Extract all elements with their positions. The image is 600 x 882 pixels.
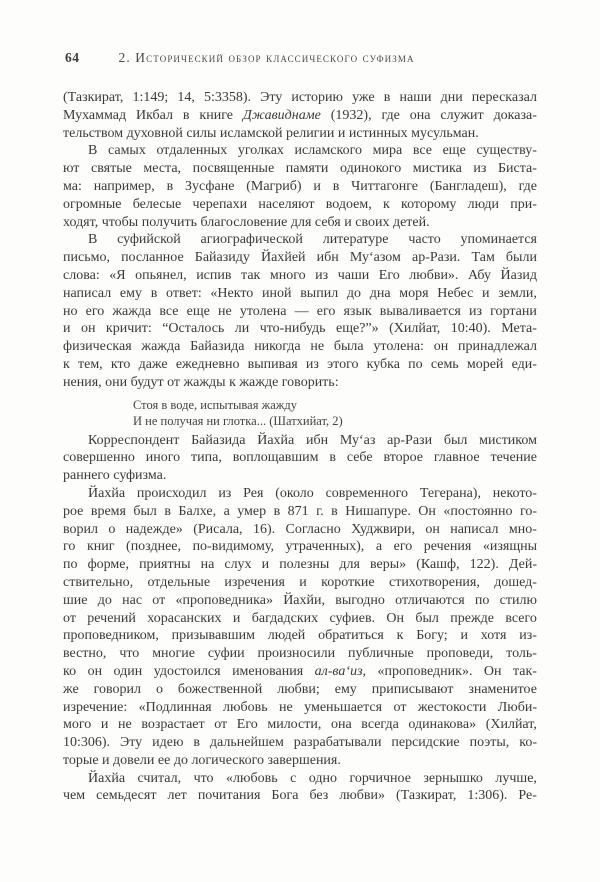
text-line: чем семьдесят лет почитания Бога без любви» (Тазкират, 1:306). Ре-	[63, 788, 537, 804]
text-line: огромные белесые черепахи населяют водоем, к которому люди при-	[63, 196, 537, 212]
text-line: мого и не возрастает от Его милости, она всегда одинакова» (Хилйат,	[63, 717, 537, 733]
text-line: совершенно иного типа, воплощавшим в себе второе главное течение	[63, 450, 537, 466]
text-line: Йахйа происходил из Рея (около современного Тегерана), некото-	[88, 485, 537, 501]
text-line: ма: например, в Зусфане (Магриб) и в Читтагонге (Бангладеш), где	[63, 178, 537, 194]
paragraph	[63, 89, 537, 142]
paragraph	[63, 770, 537, 806]
text-line: В самых отдаленных уголках исламского мира все еще существу-	[88, 143, 537, 159]
text-line: от речений хорасанских и багдадских суфиев. Он был прежде всего	[63, 610, 537, 626]
text-line: ют святые места, посвященные памяти одинокого мистика из Биста-	[63, 161, 537, 177]
text-line: вестно, что многие суфии произносили публичные проповеди, толь-	[63, 646, 537, 662]
page-number: 64	[65, 50, 80, 65]
text-line: ворил о надежде» (Рисала, 16). Согласно Худжвири, он написал мно-	[63, 521, 537, 537]
text-line: ствительно, отдельные изречения и короткие стихотворения, дошед-	[63, 574, 537, 590]
text-line: но его жажда все еще не утолена — его язык вываливается из гортани	[63, 303, 537, 319]
text-line: раннего суфизма.	[63, 468, 167, 484]
text-line: изречение: «Подлинная любовь не уменьшается от жестокости Люби-	[63, 699, 537, 715]
running-header	[65, 50, 540, 66]
text-line: тельством духовной силы исламской религии и истинных мусульман.	[63, 125, 479, 141]
page-body	[63, 89, 537, 805]
text-line: написал ему в ответ: «Некто иной выпил до дна моря Небес и земли,	[63, 285, 537, 301]
text-line: Корреспондент Байазида Йахйа ибн Муʻаз ар-Рази был мистиком	[88, 432, 537, 448]
text-line: торые и довели ее до логического завершения.	[63, 752, 341, 768]
text-line: проповедником, призывавшим людей обратиться к Богу; и хотя из-	[63, 628, 537, 644]
text-line: Стоя в воде, испытывая жажду	[133, 397, 298, 412]
text-line: слова: «Я опьянел, испив так много из чаши Его любви». Абу Йазид	[63, 267, 537, 283]
chapter-title: 2. Исторический обзор классического суфизма	[118, 50, 415, 65]
text-line: к тем, кто даже ежедневно выпивая из этого кубка по семь морей еди-	[63, 356, 537, 372]
paragraph	[63, 231, 537, 391]
text-line: нения, они будут от жажды к жажде говорить:	[63, 374, 339, 390]
verse-block	[133, 397, 537, 429]
text-line: же говорил о божественной любви; ему приписывают знаменитое	[63, 681, 537, 697]
text-line: В суфийской агиографической литературе часто упоминается	[88, 232, 537, 248]
text-line: ходят, чтобы получить благословение для себя и своих детей.	[63, 214, 430, 230]
text-line: по форме, приятны на слух и полезны для веры» (Кашф, 122). Дей-	[63, 557, 537, 573]
text-line: И не получая ни глотка... (Шатхийат, 2)	[133, 413, 343, 428]
text-line: 10:306). Эту идею в дальнейшем разрабатывали персидские поэты, ко-	[63, 735, 537, 751]
text-line: письмо, посланное Байазиду Йахйей ибн Муʻазом ар-Рази. Там были	[63, 250, 537, 266]
text-line: (Тазкират, 1:149; 14, 5:3358). Эту историю уже в наши дни пересказал	[63, 90, 537, 105]
paragraph	[63, 142, 537, 231]
paragraph	[63, 485, 537, 770]
text-line: Мухаммад Икбал в книге Джавиднаме (1932), где она служит доказа-	[63, 107, 537, 123]
text-line: шие до нас от «проповедника» Йахйи, выгодно отличаются по стилю	[63, 592, 537, 608]
text-line: го книг (позднее, по-видимому, утраченных), а его речения «изящны	[63, 539, 537, 555]
paragraph	[63, 432, 537, 485]
text-line: физическая жажда Байазида никогда не была утолена: он принадлежал	[63, 339, 537, 355]
text-line: и он кричит: “Осталось ли что-нибудь еще?”» (Хилйат, 10:40). Мета-	[63, 321, 537, 337]
text-line: Йахйа считал, что «любовь с одно горчичное зернышко лучше,	[88, 770, 537, 786]
text-line: ко он один удостоился именования ал-ваʻиз, «проповедник». Он так-	[63, 663, 537, 679]
text-line: рое время был в Балхе, а умер в 871 г. в Нишапуре. Он «постоянно го-	[63, 503, 537, 519]
